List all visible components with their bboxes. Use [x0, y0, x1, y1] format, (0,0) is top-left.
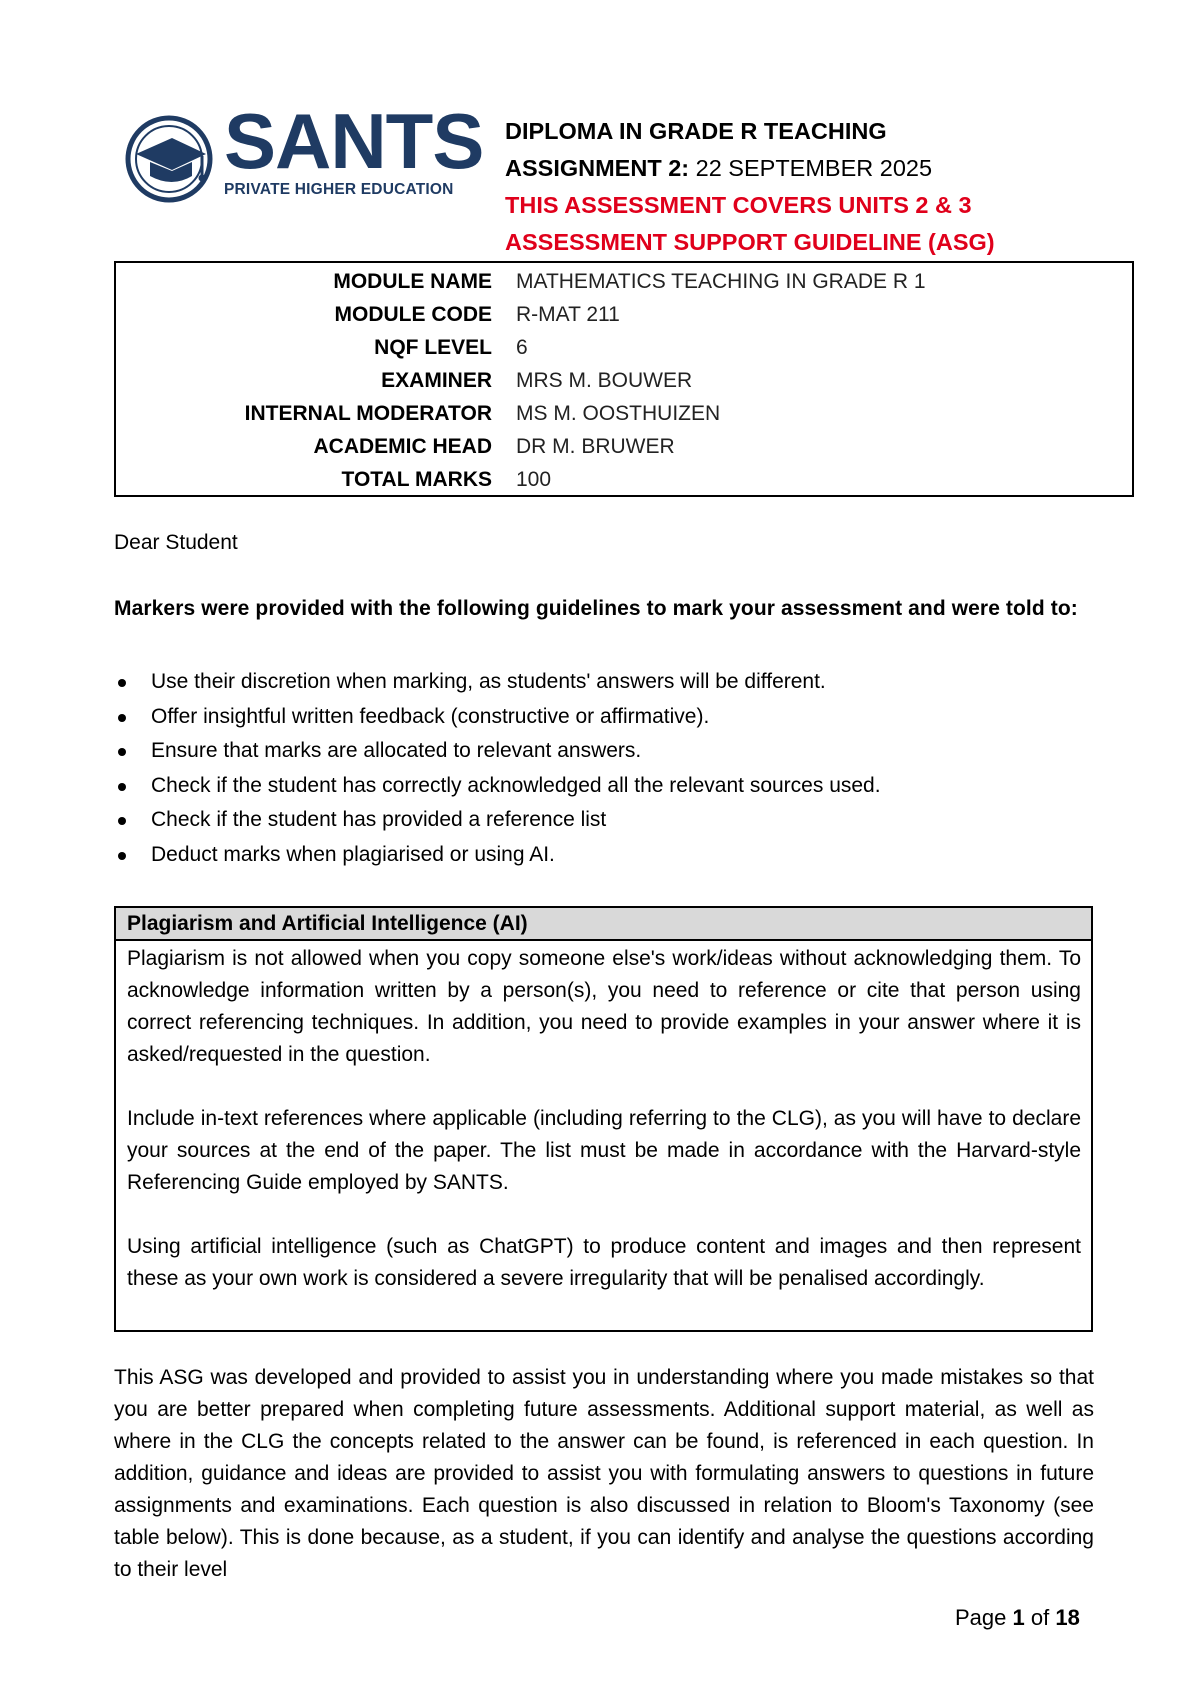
marker-guidelines-intro: Markers were provided with the following guidelines to mark your assessment and were told to: [114, 597, 1078, 620]
list-item [114, 769, 1094, 804]
module-info-value: MRS M. BOUWER [516, 369, 693, 392]
logo-wordmark: SANTS [224, 97, 484, 185]
asg-purpose-paragraph: This ASG was developed and provided to assist you in understanding where you made mistakes so that you are better prepared when completing future assessments. Additional support material, as well as where in the CLG the concepts related to the answer can be found, is referenced in each question. In addition, guidance and ideas are provided to assist you with formulating answers to questions in future assignments and examinations. Each question is also discussed in relation to Bloom's Taxonomy (see table below). This is done because, as a student, if you can identify and analyse the questions according to their level [114, 1366, 1094, 1581]
logo-subtitle: PRIVATE HIGHER EDUCATION [224, 181, 454, 198]
list-item [114, 665, 1094, 700]
list-item-text: Check if the student has correctly acknowledged all the relevant sources used. [151, 773, 881, 797]
module-info-row [116, 463, 1132, 496]
module-info-row [116, 331, 1132, 364]
module-info-row [116, 364, 1132, 397]
module-info-value: 100 [516, 468, 552, 491]
guidelines-list [114, 665, 1094, 873]
assignment-label: ASSIGNMENT 2: [505, 155, 690, 181]
bullet-icon [118, 679, 126, 687]
module-info-label: EXAMINER [381, 369, 492, 392]
module-info-value: MS M. OOSTHUIZEN [516, 402, 721, 425]
assignment-line [505, 150, 1145, 187]
diploma-title: DIPLOMA IN GRADE R TEACHING [505, 118, 887, 144]
asg-title: ASSESSMENT SUPPORT GUIDELINE (ASG) [505, 229, 995, 255]
list-item-text: Ensure that marks are allocated to relevant answers. [151, 739, 642, 763]
plagiarism-box-body [127, 943, 1081, 1295]
module-info-label: MODULE NAME [333, 270, 492, 293]
plagiarism-box-title: Plagiarism and Artificial Intelligence (AI) [116, 908, 1091, 941]
total-pages: 18 [1055, 1605, 1080, 1630]
bullet-icon [118, 852, 126, 860]
plagiarism-ai-box [114, 906, 1093, 1332]
list-item [114, 734, 1094, 769]
module-info-label: MODULE CODE [334, 303, 492, 326]
graduation-cap-icon [124, 114, 214, 204]
module-info-label: INTERNAL MODERATOR [244, 402, 492, 425]
ai-paragraph: Using artificial intelligence (such as ChatGPT) to produce content and images and then represent these as your own work is considered a severe irregularity that will be penalised accordingly. [127, 1235, 1081, 1290]
module-info-label: TOTAL MARKS [341, 468, 492, 491]
referencing-paragraph: Include in-text references where applicable (including referring to the CLG), as you will have to declare your sources at the end of the paper. The list must be made in accordance with the Harvard-style Referencing Guide employed by SANTS. [127, 1107, 1081, 1194]
module-info-row [116, 298, 1132, 331]
module-info-row [116, 265, 1132, 298]
assignment-date: 22 SEPTEMBER 2025 [689, 155, 933, 181]
bullet-icon [118, 783, 126, 791]
module-info-table [114, 261, 1134, 497]
sants-logo [124, 97, 494, 208]
list-item [114, 838, 1094, 873]
module-info-value: R-MAT 211 [516, 303, 620, 326]
units-covered: THIS ASSESSMENT COVERS UNITS 2 & 3 [505, 192, 972, 218]
list-item-text: Offer insightful written feedback (constructive or affirmative). [151, 704, 710, 728]
bullet-icon [118, 817, 126, 825]
module-info-value: DR M. BRUWER [516, 435, 675, 458]
page-number [955, 1605, 1080, 1631]
plagiarism-paragraph: Plagiarism is not allowed when you copy someone else's work/ideas without acknowledging them. To acknowledge information written by a person(s), you need to reference or cite that person using correct referencing techniques. In addition, you need to provide examples in your answer where it is asked/requested in the question. [127, 947, 1081, 1066]
list-item [114, 700, 1094, 735]
document-header [505, 113, 1145, 261]
bullet-icon [118, 714, 126, 722]
list-item-text: Check if the student has provided a reference list [151, 808, 607, 832]
greeting: Dear Student [114, 531, 238, 554]
list-item-text: Deduct marks when plagiarised or using AI. [151, 842, 555, 866]
module-info-row [116, 430, 1132, 463]
module-info-value: MATHEMATICS TEACHING IN GRADE R 1 [516, 270, 926, 293]
module-info-label: NQF LEVEL [374, 336, 492, 359]
module-info-value: 6 [516, 336, 528, 359]
current-page: 1 [1012, 1605, 1025, 1630]
list-item [114, 803, 1094, 838]
list-item-text: Use their discretion when marking, as students' answers will be different. [151, 670, 826, 693]
module-info-label: ACADEMIC HEAD [313, 435, 492, 458]
page-word: Page [955, 1605, 1013, 1630]
of-word: of [1024, 1605, 1056, 1630]
module-info-row [116, 397, 1132, 430]
bullet-icon [118, 748, 126, 756]
